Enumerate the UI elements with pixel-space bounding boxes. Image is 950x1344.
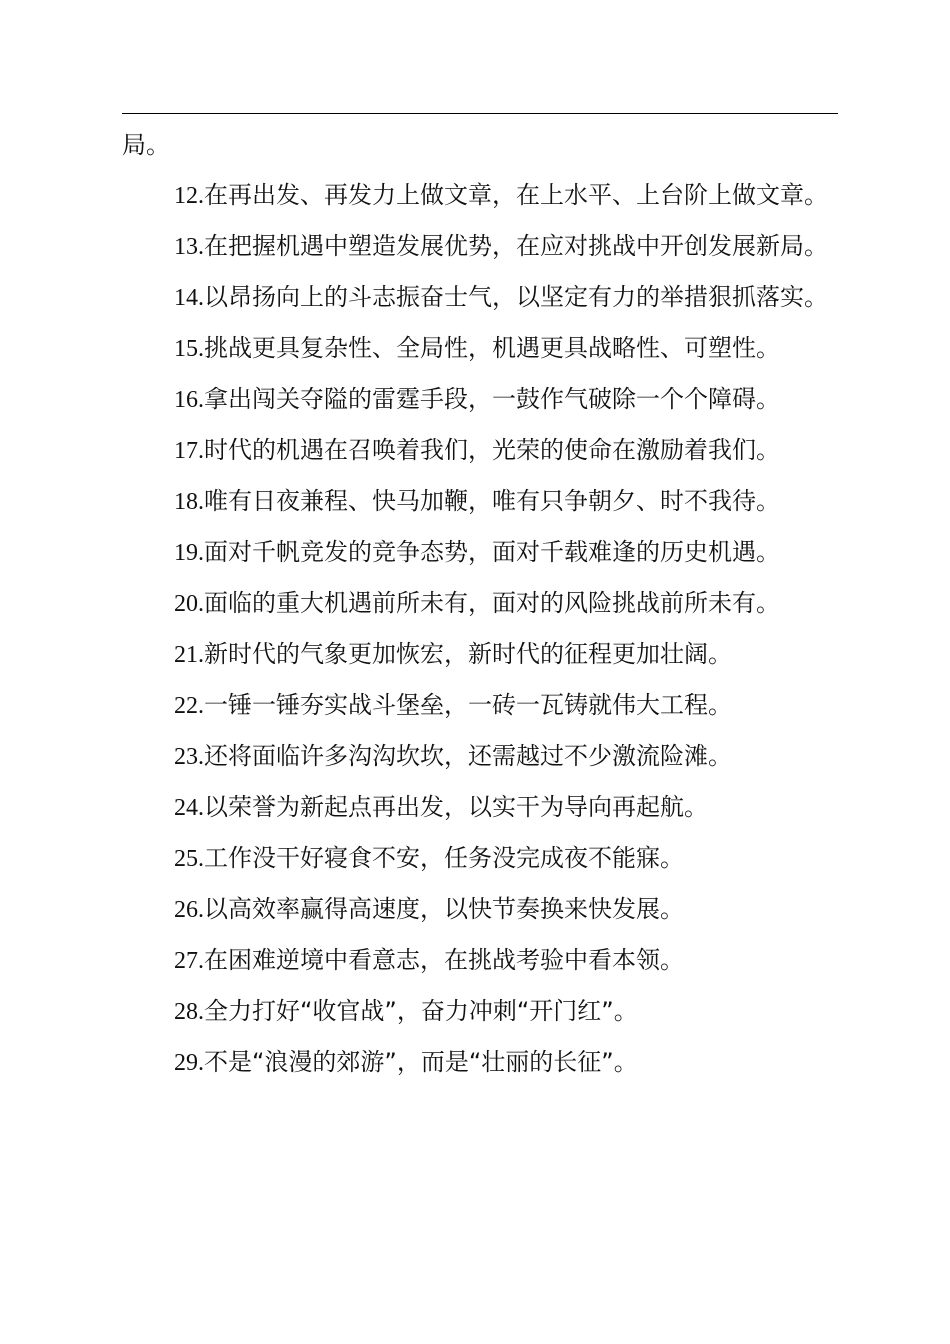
item-text: 在再出发、再发力上做文章，在上水平、上台阶上做文章。 (204, 181, 828, 209)
list-item (122, 221, 838, 272)
item-text: 以荣誉为新起点再出发，以实干为导向再起航。 (204, 793, 708, 821)
item-text: 全力打好“收官战”，奋力冲刺“开门红”。 (204, 997, 638, 1025)
item-number: 16. (174, 387, 204, 413)
item-text: 以高效率赢得高速度，以快节奏换来快发展。 (204, 895, 684, 923)
list-item (122, 884, 838, 935)
item-text: 唯有日夜兼程、快马加鞭，唯有只争朝夕、时不我待。 (204, 487, 780, 515)
list-item (122, 578, 838, 629)
item-text: 还将面临许多沟沟坎坎，还需越过不少激流险滩。 (204, 742, 732, 770)
item-text: 在困难逆境中看意志，在挑战考验中看本领。 (204, 946, 684, 974)
item-text: 面对千帆竞发的竞争态势，面对千载难逢的历史机遇。 (204, 538, 780, 566)
continuation-paragraph: 局。 (122, 131, 170, 159)
list-item (122, 425, 838, 476)
header-rule (122, 113, 838, 114)
item-text: 一锤一锤夯实战斗堡垒，一砖一瓦铸就伟大工程。 (204, 691, 732, 719)
list-item (122, 833, 838, 884)
list-item (122, 782, 838, 833)
list-item (122, 476, 838, 527)
item-number: 17. (174, 438, 204, 464)
list-item (122, 731, 838, 782)
list-item (122, 935, 838, 986)
item-text: 新时代的气象更加恢宏，新时代的征程更加壮阔。 (204, 640, 732, 668)
item-text: 时代的机遇在召唤着我们，光荣的使命在激励着我们。 (204, 436, 780, 464)
list-item (122, 374, 838, 425)
item-text: 拿出闯关夺隘的雷霆手段，一鼓作气破除一个个障碍。 (204, 385, 780, 413)
list-item (122, 272, 838, 323)
item-text: 工作没干好寝食不安，任务没完成夜不能寐。 (204, 844, 684, 872)
list-item (122, 629, 838, 680)
item-number: 19. (174, 540, 204, 566)
item-number: 15. (174, 336, 204, 362)
list-item (122, 323, 838, 374)
item-text: 在把握机遇中塑造发展优势，在应对挑战中开创发展新局。 (204, 232, 828, 260)
item-number: 22. (174, 693, 204, 719)
item-text: 不是“浪漫的郊游”，而是“壮丽的长征”。 (204, 1048, 638, 1076)
item-text: 面临的重大机遇前所未有，面对的风险挑战前所未有。 (204, 589, 780, 617)
item-number: 12. (174, 183, 204, 209)
item-text: 以昂扬向上的斗志振奋士气，以坚定有力的举措狠抓落实。 (204, 283, 828, 311)
list-item (122, 986, 838, 1037)
item-number: 28. (174, 999, 204, 1025)
item-number: 20. (174, 591, 204, 617)
item-number: 26. (174, 897, 204, 923)
item-number: 25. (174, 846, 204, 872)
item-number: 14. (174, 285, 204, 311)
list-item (122, 1037, 838, 1088)
item-number: 23. (174, 744, 204, 770)
item-number: 24. (174, 795, 204, 821)
item-number: 21. (174, 642, 204, 668)
list-item (122, 170, 838, 221)
item-number: 13. (174, 234, 204, 260)
item-number: 29. (174, 1050, 204, 1076)
document-body (122, 120, 838, 1088)
item-text: 挑战更具复杂性、全局性，机遇更具战略性、可塑性。 (204, 334, 780, 362)
item-number: 27. (174, 948, 204, 974)
list-item (122, 680, 838, 731)
list-item (122, 527, 838, 578)
item-number: 18. (174, 489, 204, 515)
